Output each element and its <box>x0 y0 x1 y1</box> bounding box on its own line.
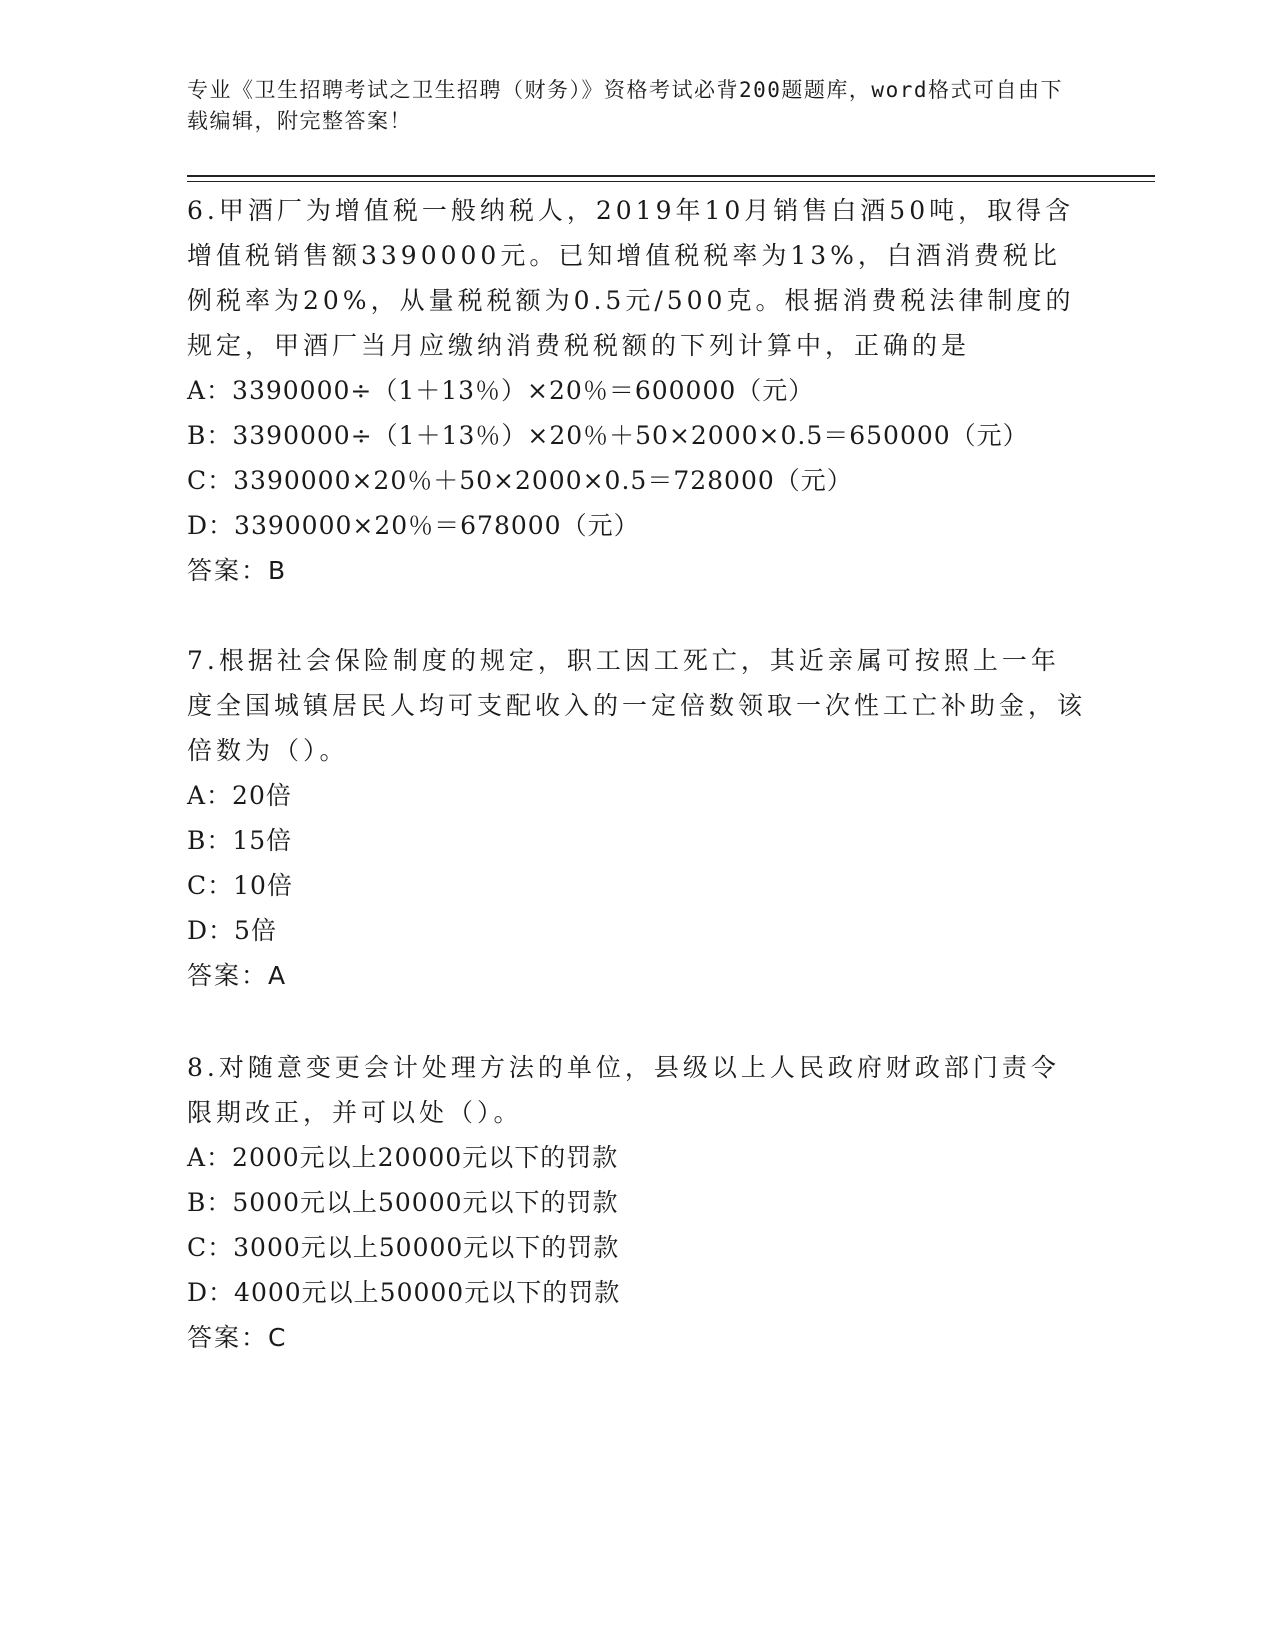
option-b: B：15倍 <box>187 826 293 855</box>
answer-line: 答案：A <box>187 961 288 990</box>
option-a: A：20倍 <box>187 781 292 810</box>
document-header: 专业《卫生招聘考试之卫生招聘（财务）》资格考试必背200题题库，word格式可自由下载编辑，附完整答案！ <box>187 78 1063 133</box>
option-a: A：2000元以上20000元以下的罚款 <box>187 1143 619 1172</box>
answer-line: 答案：C <box>187 1323 288 1352</box>
question-stem: 6.甲酒厂为增值税一般纳税人，2019年10月销售白酒50吨，取得含增值税销售额3390000元。已知增值税税率为13%，白酒消费税比例税率为20%，从量税税额为0.5元/500克。根据消费税法律制度的规定，甲酒厂当月应缴纳消费税税额的下列计算中，正确的是 <box>187 196 1075 360</box>
option-a: A：3390000÷（1＋13％）×20％＝600000（元） <box>187 376 815 405</box>
question-7 <box>187 638 1087 998</box>
question-8 <box>187 1045 1087 1360</box>
option-d: D：4000元以上50000元以下的罚款 <box>187 1278 621 1307</box>
question-6 <box>187 188 1087 593</box>
option-b: B：3390000÷（1＋13％）×20％＋50×2000×0.5＝650000（元） <box>187 421 1029 450</box>
option-d: D：3390000×20％＝678000（元） <box>187 511 640 540</box>
question-stem: 7.根据社会保险制度的规定，职工因工死亡，其近亲属可按照上一年度全国城镇居民人均可支配收入的一定倍数领取一次性工亡补助金，该倍数为（）。 <box>187 646 1087 765</box>
header-rule-thin <box>187 181 1155 182</box>
option-d: D：5倍 <box>187 916 277 945</box>
question-stem: 8.对随意变更会计处理方法的单位，县级以上人民政府财政部门责令限期改正，并可以处（）。 <box>187 1053 1060 1127</box>
header-rule-thick <box>187 175 1155 177</box>
option-b: B：5000元以上50000元以下的罚款 <box>187 1188 619 1217</box>
option-c: C：3000元以上50000元以下的罚款 <box>187 1233 620 1262</box>
option-c: C：10倍 <box>187 871 293 900</box>
option-c: C：3390000×20％＋50×2000×0.5＝728000（元） <box>187 466 853 495</box>
answer-line: 答案：B <box>187 556 288 585</box>
